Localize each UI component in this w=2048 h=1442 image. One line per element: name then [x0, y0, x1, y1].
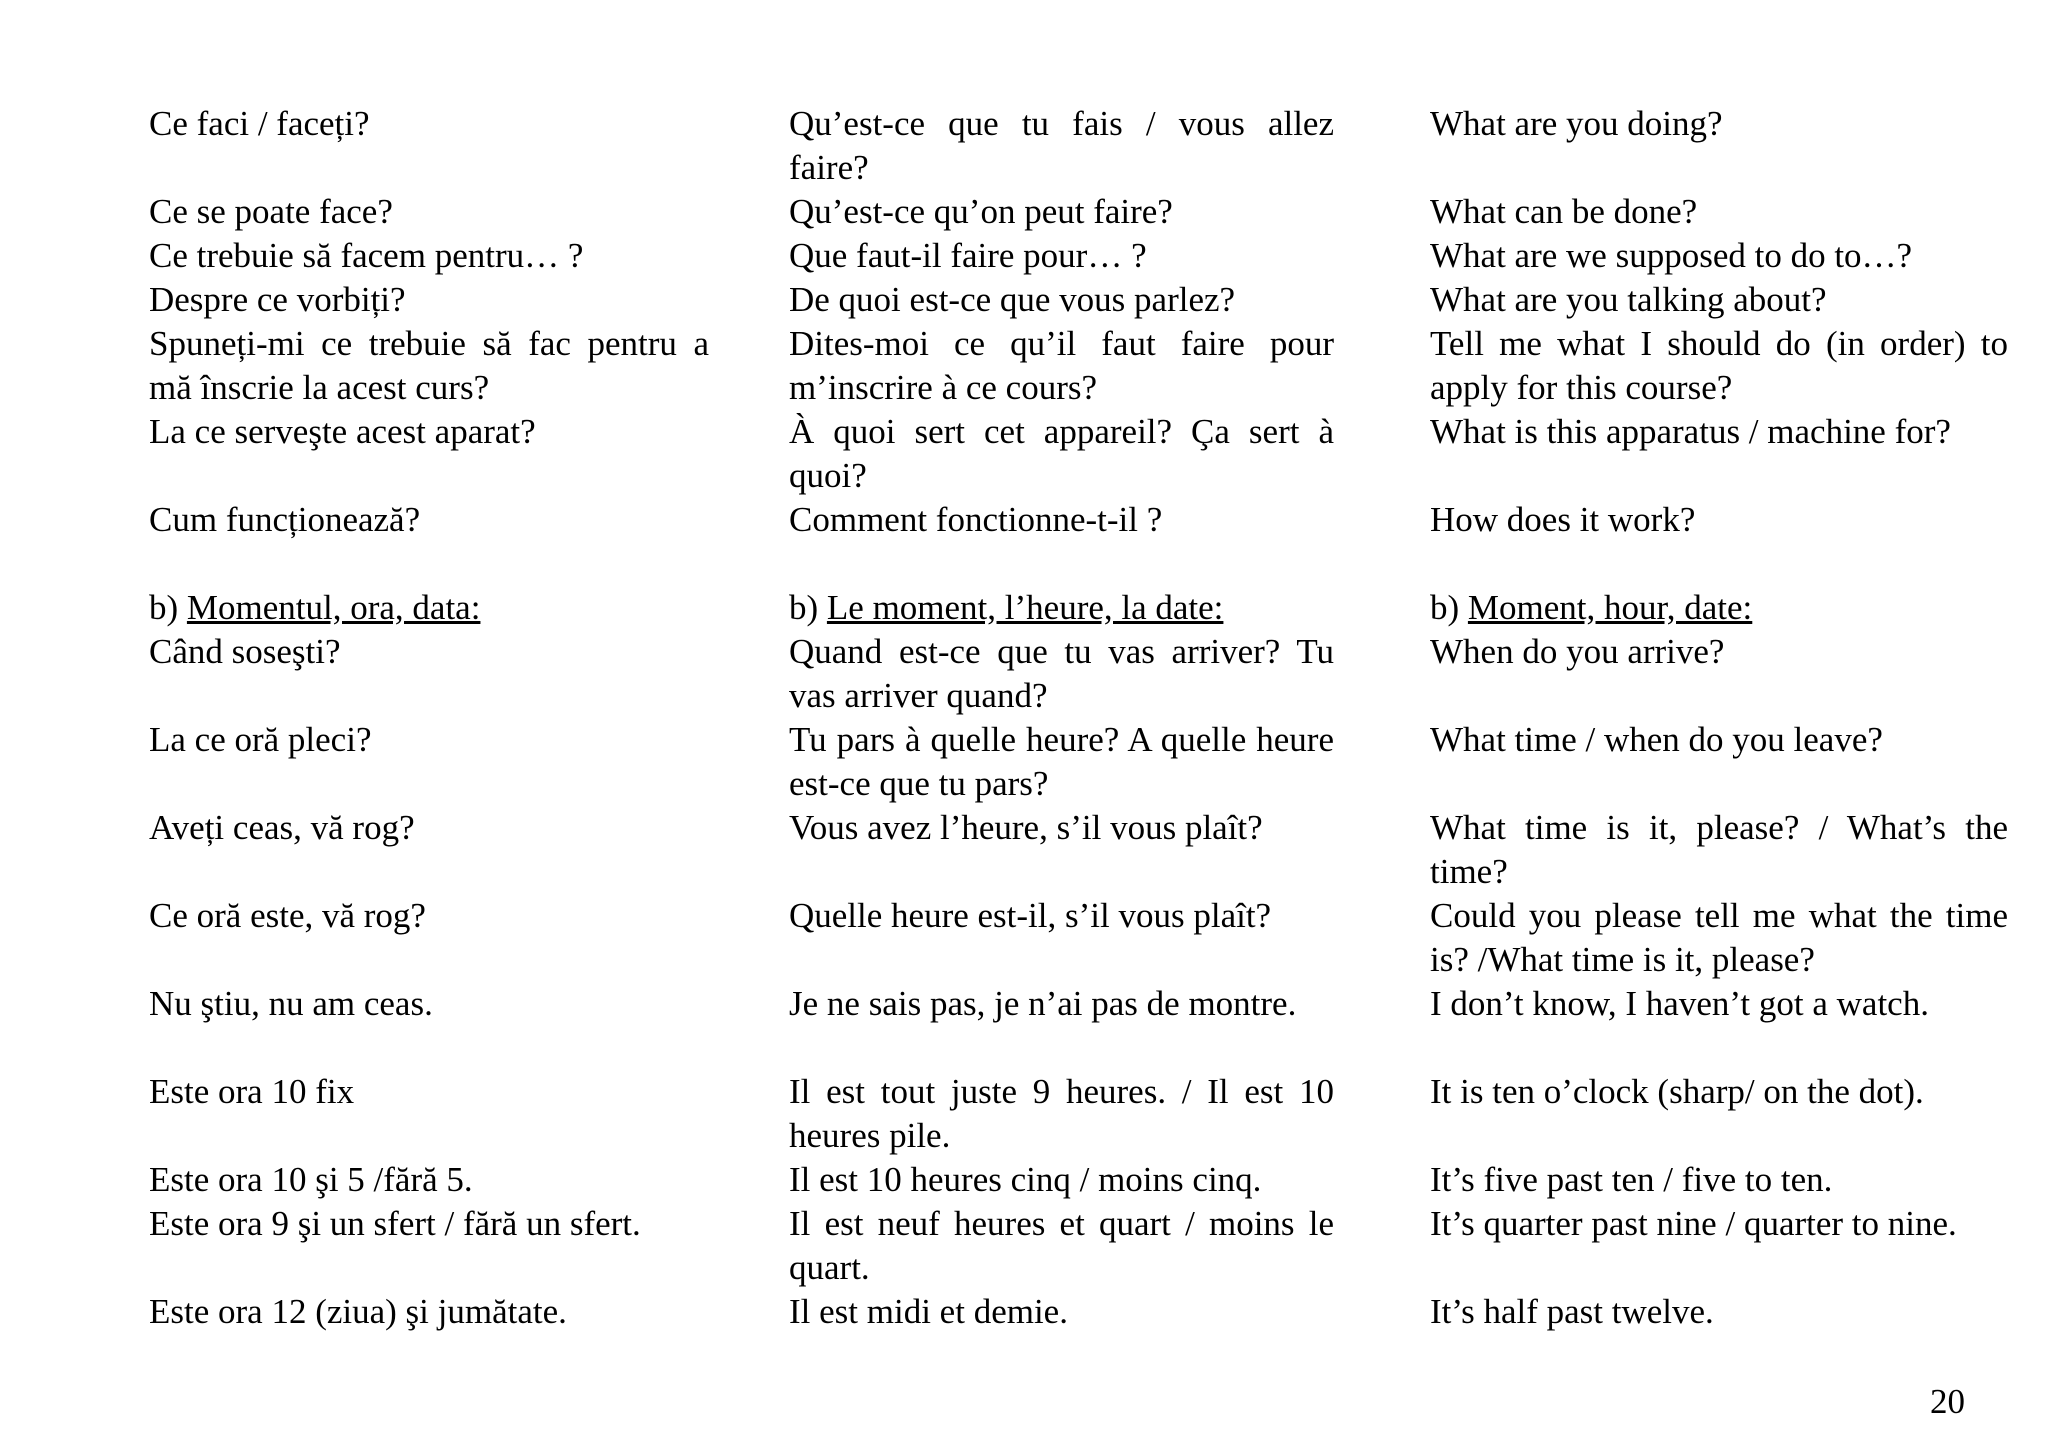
phrase-ro-3: Despre ce vorbiți?	[149, 280, 406, 319]
phrase-fr-14: Il est 10 heures cinq / moins cinq.	[789, 1160, 1262, 1199]
english-column	[1430, 102, 2008, 1334]
page-number: 20	[1930, 1382, 1965, 1421]
phrase-en-11: Could you please tell me what the time is? /What time is it, please?	[1430, 896, 2008, 979]
phrase-fr-16: Il est midi et demie.	[789, 1292, 1068, 1331]
phrase-en-8: When do you arrive?	[1430, 632, 1725, 671]
phrase-en-10: What time is it, please? / What’s the time?	[1430, 808, 2008, 891]
phrase-en-4: Tell me what I should do (in order) to apply for this course?	[1430, 324, 2008, 407]
phrase-fr-1: Qu’est-ce qu’on peut faire?	[789, 192, 1173, 231]
phrase-en-16: It’s half past twelve.	[1430, 1292, 1714, 1331]
phrase-fr-2: Que faut-il faire pour… ?	[789, 236, 1147, 275]
phrase-ro-10: Aveți ceas, vă rog?	[149, 808, 415, 847]
section-heading-en	[1430, 586, 2008, 630]
section-label: b)	[1430, 588, 1468, 627]
phrase-en-5: What is this apparatus / machine for?	[1430, 412, 1951, 451]
phrase-ro-11: Ce oră este, vă rog?	[149, 896, 426, 935]
phrase-fr-5: À quoi sert cet appareil? Ça sert à quoi?	[789, 412, 1334, 495]
phrase-en-14: It’s five past ten / five to ten.	[1430, 1160, 1833, 1199]
section-heading-fr	[789, 586, 1334, 630]
section-title: Momentul, ora, data:	[186, 588, 481, 627]
phrase-fr-12: Je ne sais pas, je n’ai pas de montre.	[789, 984, 1297, 1023]
phrase-fr-8: Quand est-ce que tu vas arriver? Tu vas arriver quand?	[789, 632, 1334, 715]
phrase-en-1: What can be done?	[1430, 192, 1698, 231]
french-column	[789, 102, 1334, 1334]
section-label: b)	[789, 588, 827, 627]
phrase-en-3: What are you talking about?	[1430, 280, 1827, 319]
phrase-en-2: What are we supposed to do to…?	[1430, 236, 1913, 275]
phrase-fr-9: Tu pars à quelle heure? A quelle heure est-ce que tu pars?	[789, 720, 1334, 803]
phrase-en-9: What time / when do you leave?	[1430, 720, 1883, 759]
phrase-ro-0: Ce faci / faceți?	[149, 104, 370, 143]
section-title: Moment, hour, date:	[1467, 588, 1753, 627]
phrase-ro-16: Este ora 12 (ziua) şi jumătate.	[149, 1292, 567, 1331]
phrase-fr-13: Il est tout juste 9 heures. / Il est 10 heures pile.	[789, 1072, 1334, 1155]
section-label: b)	[149, 588, 187, 627]
phrase-ro-6: Cum funcționează?	[149, 500, 421, 539]
phrase-fr-6: Comment fonctionne-t-il ?	[789, 500, 1163, 539]
romanian-column	[149, 102, 709, 1334]
phrase-ro-9: La ce oră pleci?	[149, 720, 372, 759]
phrase-ro-13: Este ora 10 fix	[149, 1072, 355, 1111]
phrase-ro-4: Spuneți-mi ce trebuie să fac pentru a mă înscrie la acest curs?	[149, 324, 709, 407]
phrase-ro-8: Când soseşti?	[149, 632, 341, 671]
phrase-en-6: How does it work?	[1430, 500, 1696, 539]
phrase-fr-4: Dites-moi ce qu’il faut faire pour m’inscrire à ce cours?	[789, 324, 1334, 407]
phrase-fr-10: Vous avez l’heure, s’il vous plaît?	[789, 808, 1263, 847]
phrase-en-0: What are you doing?	[1430, 104, 1723, 143]
phrase-ro-14: Este ora 10 şi 5 /fără 5.	[149, 1160, 473, 1199]
section-title: Le moment, l’heure, la date:	[826, 588, 1224, 627]
section-heading-ro	[149, 586, 709, 630]
phrase-ro-1: Ce se poate face?	[149, 192, 393, 231]
phrase-ro-5: La ce serveşte acest aparat?	[149, 412, 536, 451]
phrase-en-15: It’s quarter past nine / quarter to nine.	[1430, 1204, 1957, 1243]
phrase-en-12: I don’t know, I haven’t got a watch.	[1430, 984, 1929, 1023]
phrase-ro-15: Este ora 9 şi un sfert / fără un sfert.	[149, 1204, 641, 1243]
phrase-fr-11: Quelle heure est-il, s’il vous plaît?	[789, 896, 1272, 935]
phrase-fr-15: Il est neuf heures et quart / moins le quart.	[789, 1204, 1334, 1287]
phrase-ro-2: Ce trebuie să facem pentru… ?	[149, 236, 584, 275]
phrase-en-13: It is ten o’clock (sharp/ on the dot).	[1430, 1072, 1924, 1111]
phrase-fr-3: De quoi est-ce que vous parlez?	[789, 280, 1236, 319]
phrase-ro-12: Nu ştiu, nu am ceas.	[149, 984, 433, 1023]
phrase-fr-0: Qu’est-ce que tu fais / vous allez faire?	[789, 104, 1334, 187]
